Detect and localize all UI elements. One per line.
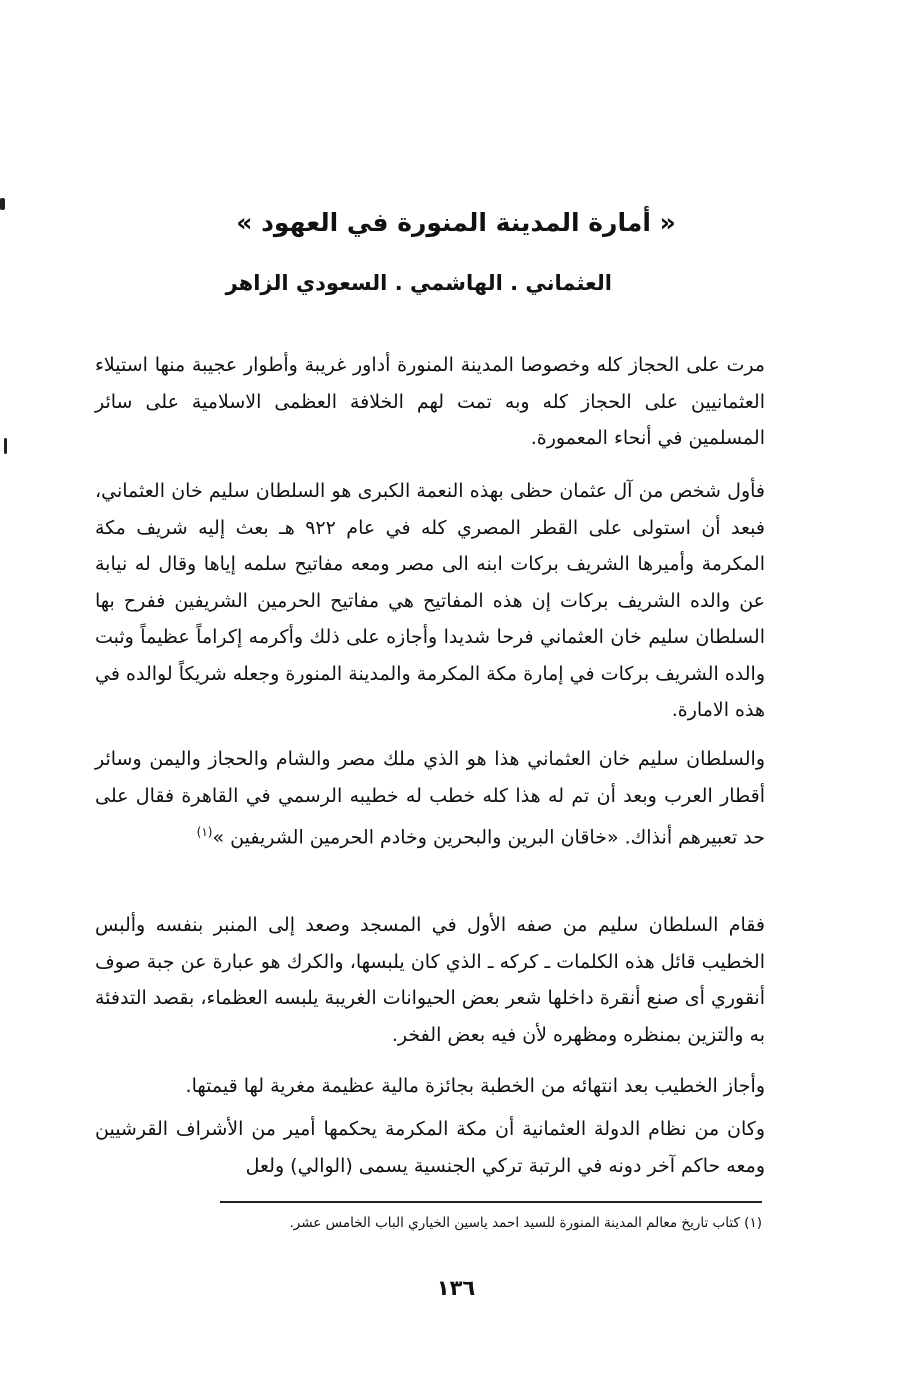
page-title: « أمارة المدينة المنورة في العهود » bbox=[236, 208, 676, 237]
paragraph-2: فأول شخص من آل عثمان حظى بهذه النعمة الكبرى هو السلطان سليم خان العثماني، فبعد أن استولى على القطر المصري كله في عام ٩٢٢ هـ بعث إليه شريف مكة المكرمة وأميرها الشريف بركات ابنه الى مصر ومعه مفاتيح سلمه إياها وقال له نيابة عن والده الشريف بركات إن هذه المفاتيح هي مفاتيح الحرمين الشريفين ففرح بها السلطان سليم خان العثماني فرحا شديدا وأجازه على ذلك وأكرمه إكراماً عظيماً وثبت والده الشريف بركات في إمارة مكة المكرمة والمدينة المنورة وجعله شريكاً لوالده في هذه الامارة. bbox=[95, 480, 765, 721]
paragraph-1: مرت على الحجاز كله وخصوصا المدينة المنورة أداور غريبة وأطوار عجيبة منها استيلاء العثمانيين على الحجاز كله وبه تمت لهم الخلافة العظمى الاسلامية على سائر المسلمين في أنحاء المعمورة. bbox=[95, 354, 765, 449]
paragraph-4: فقام السلطان سليم من صفه الأول في المسجد وصعد إلى المنبر بنفسه وألبس الخطيب قائل هذه الكلمات ـ كركه ـ الذي كان يلبسها، والكرك هو عبارة عن جبة صوف أنقوري أى صنع أنقرة داخلها شعر بعض الحيوانات الغريبة يلبسه العظماء، بقصد التدفئة به والتزين بمنظره ومظهره لأن فيه بعض الفخر. bbox=[95, 914, 765, 1046]
paragraph-3-text: والسلطان سليم خان العثماني هذا هو الذي ملك مصر والشام والحجاز واليمن وسائر أقطار العرب وبعد أن تم له هذا كله خطب له خطيبه الرسمي في القاهرة فقال على حد تعبيرهم أنذاك. «خاقان البرين والبحرين وخادم الحرمين الشريفين » bbox=[95, 748, 765, 849]
page-number: ١٣٦ bbox=[436, 1276, 476, 1300]
scan-edge-mark-middle bbox=[4, 438, 7, 454]
scan-edge-mark-top bbox=[0, 198, 5, 210]
paragraph-6: وكان من نظام الدولة العثمانية أن مكة المكرمة يحكمها أمير من الأشراف القرشيين ومعه حاكم آخر دونه في الرتبة تركي الجنسية يسمى (الوالي) ولعل bbox=[95, 1118, 765, 1177]
footnote: (١) كتاب تاريخ معالم المدينة المنورة للسيد احمد ياسين الخياري الباب الخامس عشر. bbox=[289, 1215, 762, 1231]
page-subtitle: العثماني . الهاشمي . السعودي الزاهر bbox=[225, 271, 612, 295]
paragraph-5: وأجاز الخطيب بعد انتهائه من الخطبة بجائزة مالية عظيمة مغرية لها قيمتها. bbox=[185, 1075, 765, 1097]
footnote-divider bbox=[220, 1201, 762, 1203]
footnote-reference: (١) bbox=[196, 825, 213, 839]
paragraph-3 bbox=[95, 741, 765, 856]
